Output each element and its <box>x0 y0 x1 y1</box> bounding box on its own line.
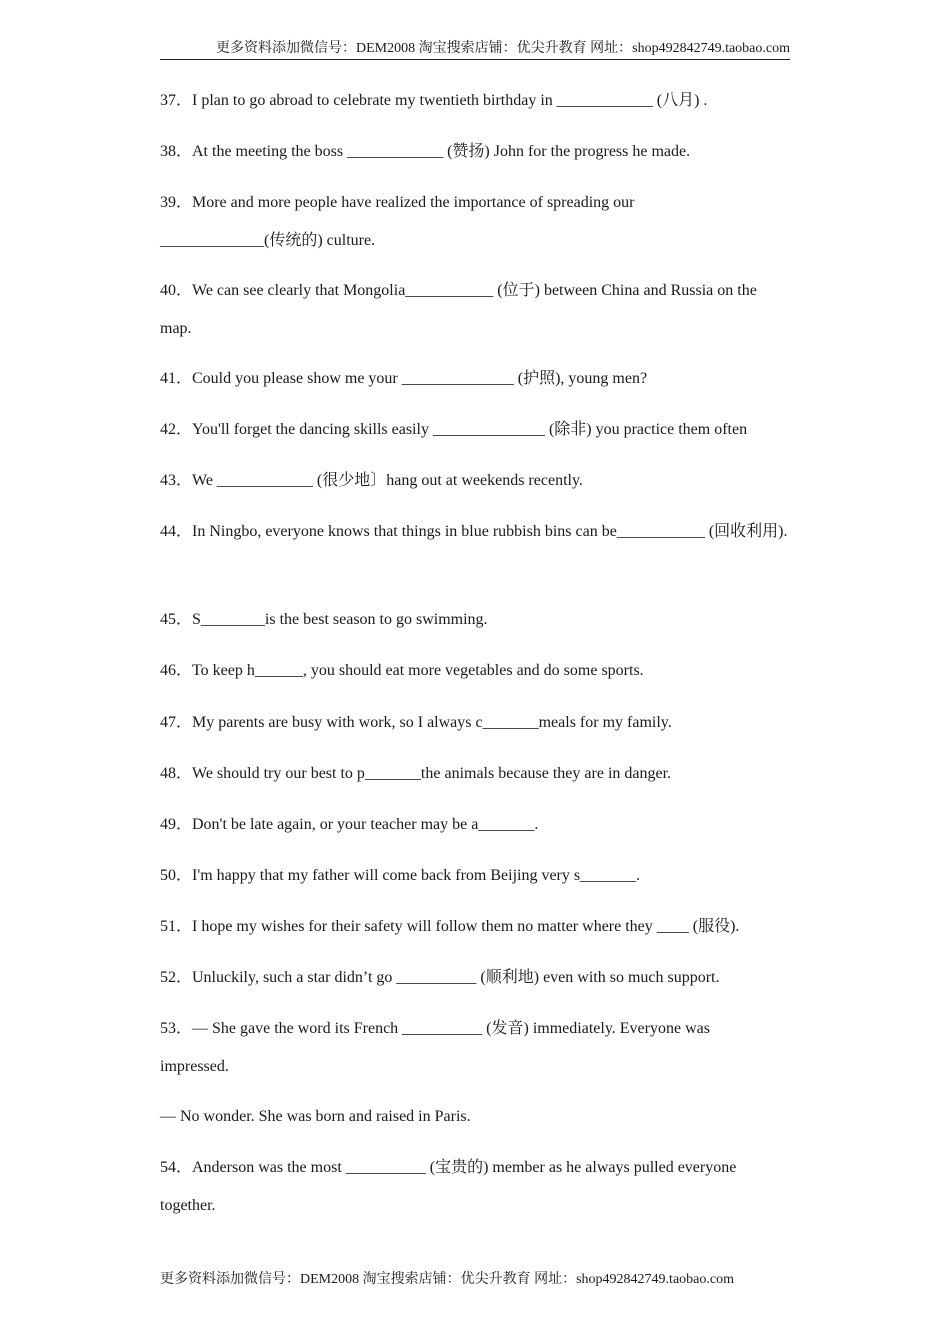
question-52: 52．Unluckily, such a star didn’t go __________ (顺利地) even with so much support. <box>160 969 720 986</box>
question-53-reply: — No wonder. She was born and raised in Paris. <box>160 1108 471 1125</box>
question-43: 43．We ____________ (很少地〕hang out at weekends recently. <box>160 472 583 489</box>
question-45: 45．S________is the best season to go swimming. <box>160 611 488 628</box>
question-42: 42．You'll forget the dancing skills easily ______________ (除非) you practice them often <box>160 421 748 438</box>
question-54: 54．Anderson was the most __________ (宝贵的) member as he always pulled everyone together. <box>160 1159 737 1214</box>
page-header: 更多资料添加微信号：DEM2008 淘宝搜索店铺：优尖升教育 网址：shop492842749.taobao.com <box>216 41 790 56</box>
question-44: 44．In Ningbo, everyone knows that things in blue rubbish bins can be___________ (回收利用). <box>160 523 788 540</box>
question-38: 38．At the meeting the boss ____________ (赞扬) John for the progress he made. <box>160 143 691 160</box>
question-39: 39．More and more people have realized the importance of spreading our _____________(传统的) culture. <box>160 194 635 249</box>
question-41: 41．Could you please show me your ______________ (护照), young men? <box>160 370 648 387</box>
question-50: 50．I'm happy that my father will come back from Beijing very s_______. <box>160 867 641 884</box>
question-53: 53．— She gave the word its French __________ (发音) immediately. Everyone was impressed. <box>160 1020 710 1075</box>
question-46: 46．To keep h______, you should eat more vegetables and do some sports. <box>160 662 644 679</box>
question-51: 51．I hope my wishes for their safety will follow them no matter where they ____ (服役). <box>160 918 740 935</box>
question-47: 47．My parents are busy with work, so I always c_______meals for my family. <box>160 714 672 731</box>
header-divider <box>160 59 790 60</box>
question-40: 40．We can see clearly that Mongolia___________ (位于) between China and Russia on the map. <box>160 282 757 337</box>
question-37: 37．I plan to go abroad to celebrate my twentieth birthday in ____________ (八月) . <box>160 92 708 109</box>
page-footer: 更多资料添加微信号：DEM2008 淘宝搜索店铺：优尖升教育 网址：shop492842749.taobao.com <box>160 1272 734 1287</box>
question-48: 48．We should try our best to p_______the animals because they are in danger. <box>160 765 672 782</box>
question-49: 49．Don't be late again, or your teacher may be a_______. <box>160 816 539 833</box>
